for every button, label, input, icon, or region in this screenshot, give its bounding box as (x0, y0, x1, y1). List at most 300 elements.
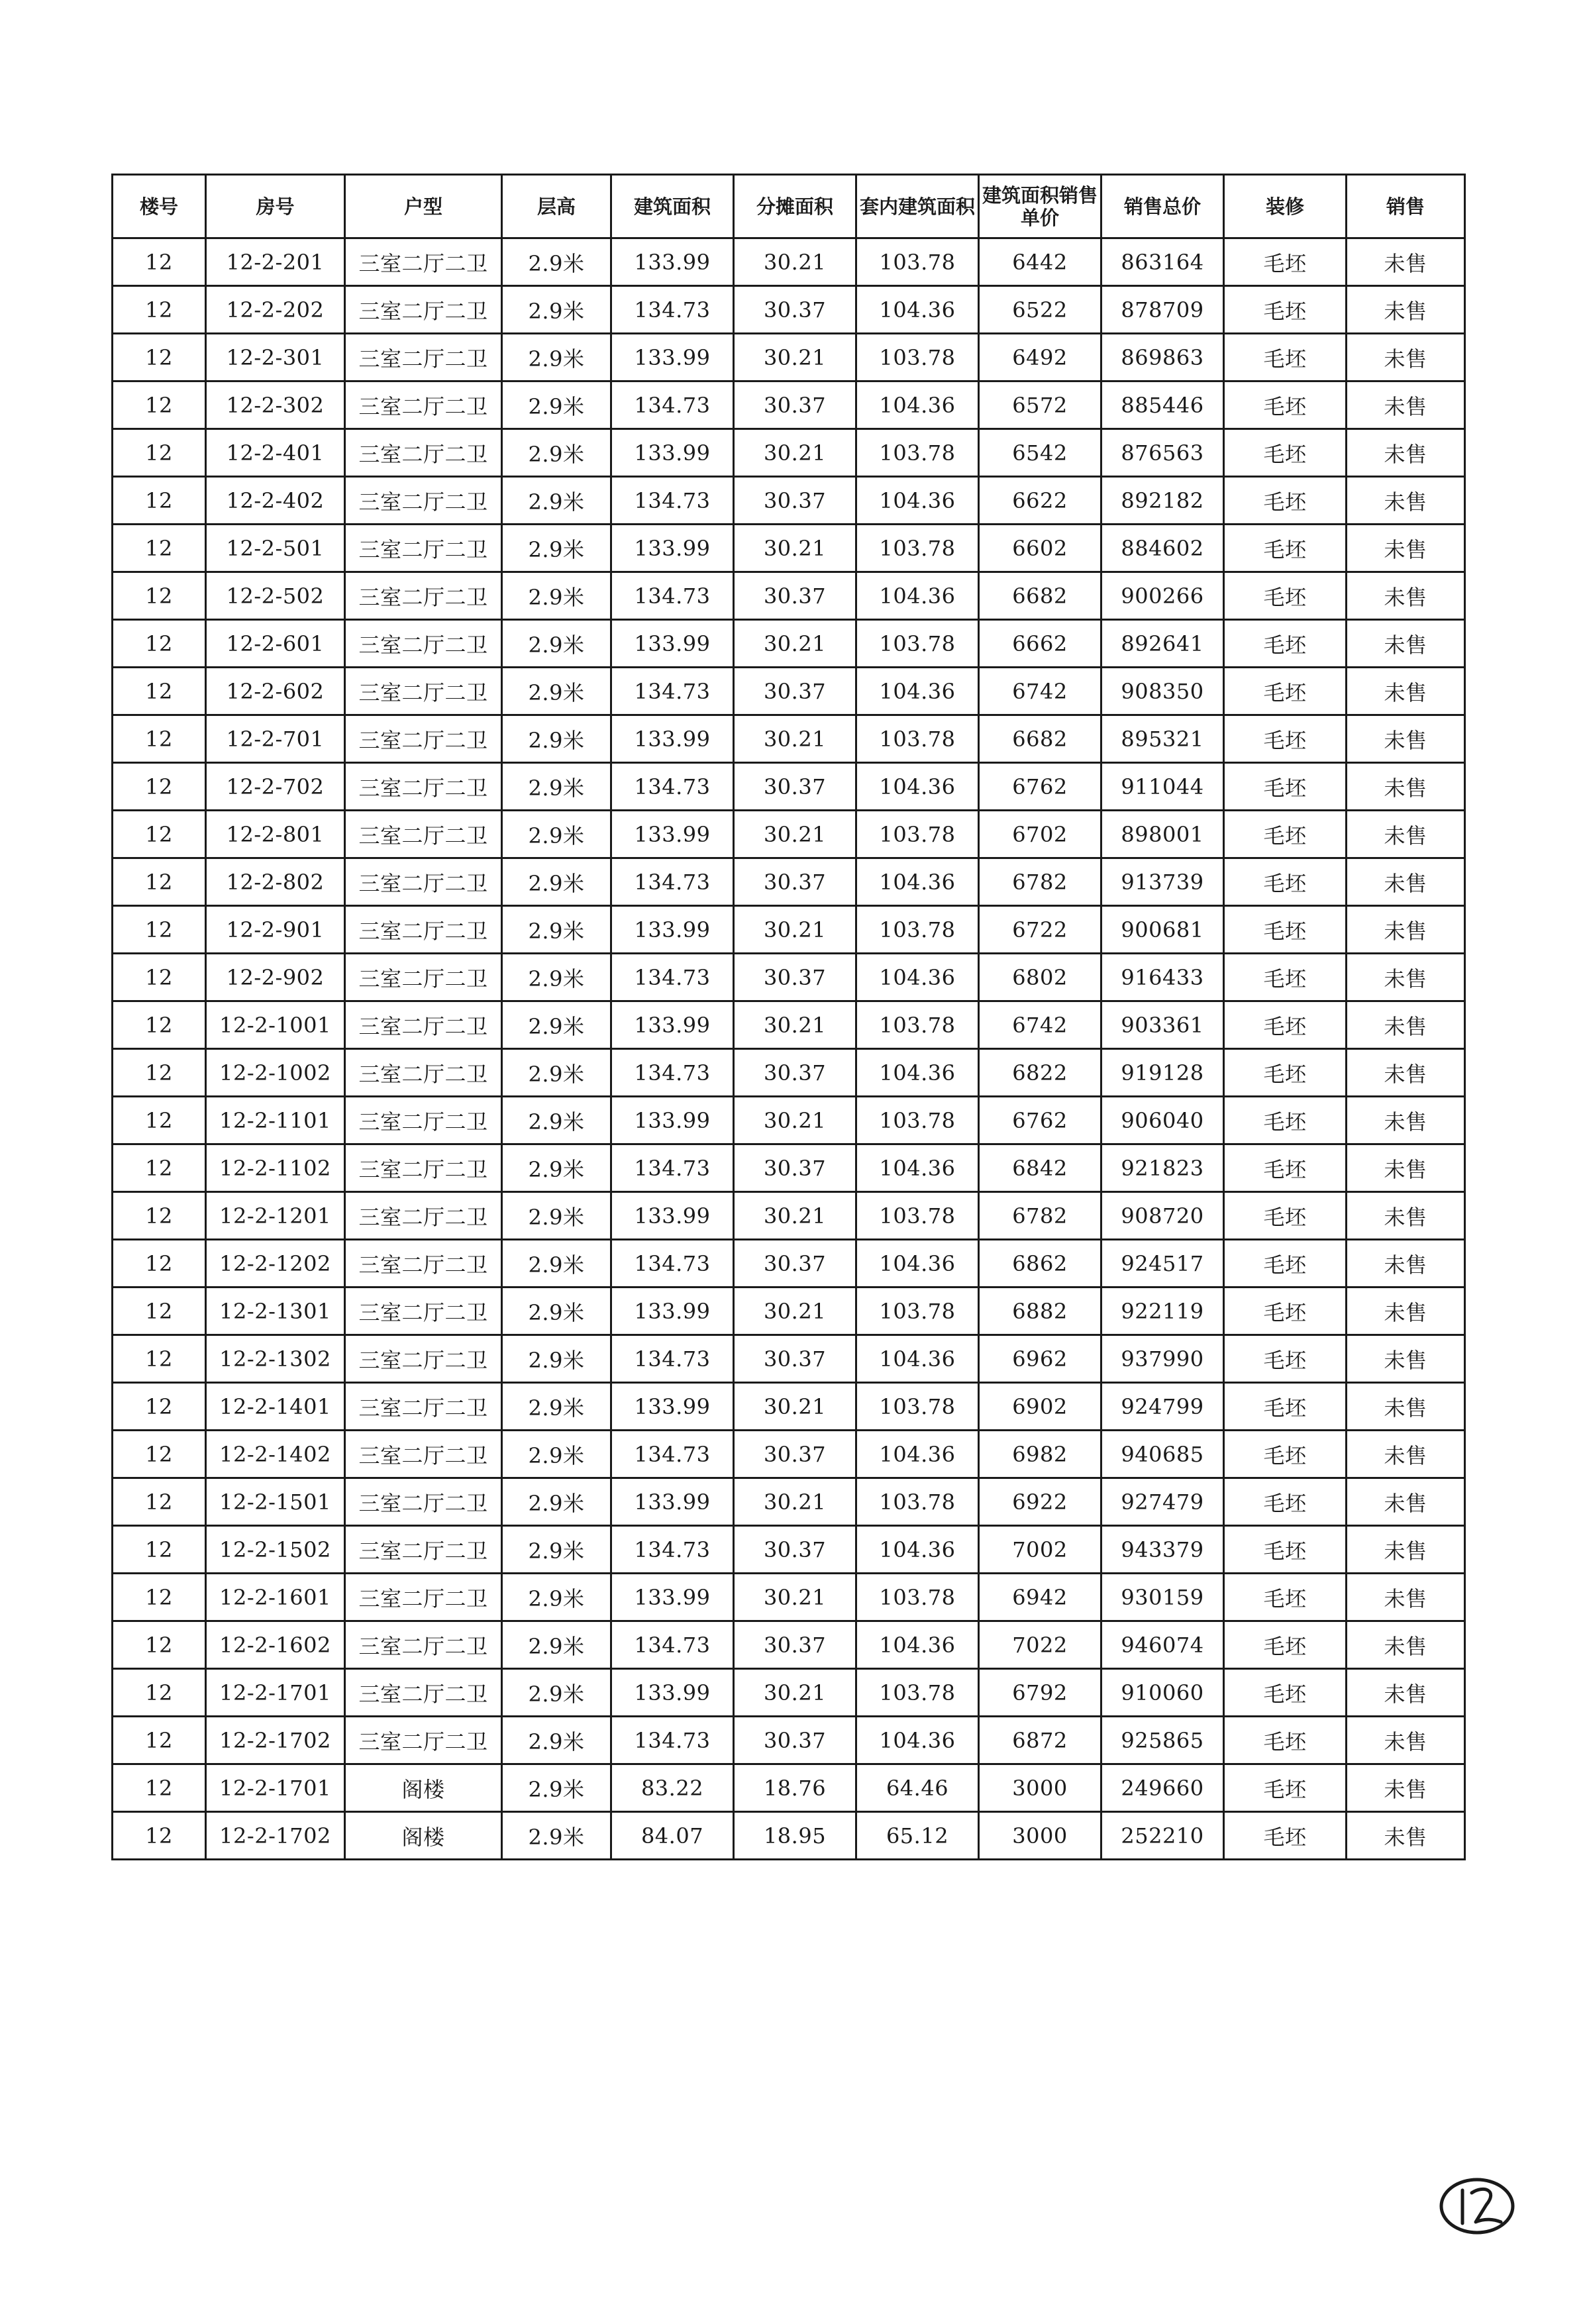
cell-decoration: 毛坯 (1224, 1764, 1347, 1812)
cell-total-price: 884602 (1101, 525, 1224, 572)
cell-gross-area: 134.73 (611, 572, 734, 620)
cell-room-no: 12-2-201 (206, 238, 345, 286)
cell-layout: 三室二厅二卫 (345, 1383, 502, 1431)
cell-sales-status: 未售 (1347, 1574, 1465, 1621)
table-header-row (113, 175, 1465, 238)
table-row (113, 1288, 1465, 1335)
cell-gross-area: 134.73 (611, 286, 734, 334)
cell-floor-height: 2.9米 (502, 1478, 611, 1526)
cell-decoration: 毛坯 (1224, 1144, 1347, 1192)
table-row (113, 1383, 1465, 1431)
cell-layout: 三室二厅二卫 (345, 811, 502, 858)
cell-floor-height: 2.9米 (502, 906, 611, 954)
cell-sales-status: 未售 (1347, 1717, 1465, 1764)
cell-shared-area: 30.21 (734, 429, 856, 477)
cell-gross-area: 134.73 (611, 858, 734, 906)
cell-inner-area: 104.36 (856, 763, 979, 811)
table-row (113, 811, 1465, 858)
cell-floor-height: 2.9米 (502, 1049, 611, 1097)
cell-building-no: 12 (113, 1049, 206, 1097)
cell-layout: 三室二厅二卫 (345, 1478, 502, 1526)
cell-layout: 三室二厅二卫 (345, 1431, 502, 1478)
cell-room-no: 12-2-1401 (206, 1383, 345, 1431)
cell-total-price: 898001 (1101, 811, 1224, 858)
cell-total-price: 927479 (1101, 1478, 1224, 1526)
header-unit-price: 建筑面积销售单价 (979, 175, 1101, 238)
cell-unit-price: 3000 (979, 1812, 1101, 1860)
cell-floor-height: 2.9米 (502, 429, 611, 477)
cell-sales-status: 未售 (1347, 1192, 1465, 1240)
cell-layout: 三室二厅二卫 (345, 668, 502, 715)
cell-sales-status: 未售 (1347, 1478, 1465, 1526)
cell-floor-height: 2.9米 (502, 1240, 611, 1288)
cell-unit-price: 6622 (979, 477, 1101, 525)
cell-floor-height: 2.9米 (502, 286, 611, 334)
table-row (113, 1669, 1465, 1717)
table-row (113, 668, 1465, 715)
cell-gross-area: 134.73 (611, 668, 734, 715)
cell-layout: 三室二厅二卫 (345, 1669, 502, 1717)
cell-sales-status: 未售 (1347, 763, 1465, 811)
cell-shared-area: 30.21 (734, 1478, 856, 1526)
table-row (113, 1192, 1465, 1240)
cell-total-price: 908720 (1101, 1192, 1224, 1240)
cell-layout: 三室二厅二卫 (345, 525, 502, 572)
cell-inner-area: 104.36 (856, 858, 979, 906)
cell-layout: 三室二厅二卫 (345, 1240, 502, 1288)
cell-total-price: 940685 (1101, 1431, 1224, 1478)
cell-room-no: 12-2-1601 (206, 1574, 345, 1621)
cell-floor-height: 2.9米 (502, 381, 611, 429)
cell-sales-status: 未售 (1347, 1335, 1465, 1383)
cell-total-price: 924517 (1101, 1240, 1224, 1288)
cell-decoration: 毛坯 (1224, 620, 1347, 668)
cell-unit-price: 6782 (979, 1192, 1101, 1240)
cell-building-no: 12 (113, 1478, 206, 1526)
cell-floor-height: 2.9米 (502, 954, 611, 1001)
cell-gross-area: 134.73 (611, 1144, 734, 1192)
cell-total-price: 913739 (1101, 858, 1224, 906)
cell-floor-height: 2.9米 (502, 1335, 611, 1383)
cell-floor-height: 2.9米 (502, 334, 611, 381)
cell-decoration: 毛坯 (1224, 1383, 1347, 1431)
cell-shared-area: 30.37 (734, 1717, 856, 1764)
cell-decoration: 毛坯 (1224, 811, 1347, 858)
cell-shared-area: 30.37 (734, 381, 856, 429)
cell-decoration: 毛坯 (1224, 1240, 1347, 1288)
cell-room-no: 12-2-1701 (206, 1669, 345, 1717)
cell-shared-area: 30.37 (734, 668, 856, 715)
cell-inner-area: 103.78 (856, 1288, 979, 1335)
cell-unit-price: 6542 (979, 429, 1101, 477)
cell-room-no: 12-2-401 (206, 429, 345, 477)
cell-layout: 三室二厅二卫 (345, 763, 502, 811)
cell-inner-area: 104.36 (856, 572, 979, 620)
cell-shared-area: 30.37 (734, 572, 856, 620)
cell-floor-height: 2.9米 (502, 238, 611, 286)
cell-building-no: 12 (113, 381, 206, 429)
cell-layout: 三室二厅二卫 (345, 906, 502, 954)
cell-building-no: 12 (113, 715, 206, 763)
cell-floor-height: 2.9米 (502, 1812, 611, 1860)
cell-layout: 三室二厅二卫 (345, 858, 502, 906)
cell-unit-price: 6862 (979, 1240, 1101, 1288)
cell-total-price: 252210 (1101, 1812, 1224, 1860)
cell-layout: 三室二厅二卫 (345, 954, 502, 1001)
cell-unit-price: 6602 (979, 525, 1101, 572)
cell-layout: 三室二厅二卫 (345, 477, 502, 525)
cell-layout: 三室二厅二卫 (345, 1574, 502, 1621)
cell-inner-area: 104.36 (856, 286, 979, 334)
cell-shared-area: 30.21 (734, 1669, 856, 1717)
cell-shared-area: 30.37 (734, 1431, 856, 1478)
cell-decoration: 毛坯 (1224, 763, 1347, 811)
cell-unit-price: 6762 (979, 763, 1101, 811)
cell-room-no: 12-2-1602 (206, 1621, 345, 1669)
table-row (113, 1001, 1465, 1049)
cell-sales-status: 未售 (1347, 1669, 1465, 1717)
cell-total-price: 878709 (1101, 286, 1224, 334)
table-row (113, 954, 1465, 1001)
cell-sales-status: 未售 (1347, 1144, 1465, 1192)
cell-shared-area: 30.37 (734, 1144, 856, 1192)
cell-building-no: 12 (113, 1144, 206, 1192)
cell-shared-area: 30.21 (734, 238, 856, 286)
cell-sales-status: 未售 (1347, 429, 1465, 477)
table-row (113, 1240, 1465, 1288)
cell-layout: 三室二厅二卫 (345, 334, 502, 381)
cell-inner-area: 104.36 (856, 1144, 979, 1192)
cell-floor-height: 2.9米 (502, 1621, 611, 1669)
cell-sales-status: 未售 (1347, 1764, 1465, 1812)
header-gross-area: 建筑面积 (611, 175, 734, 238)
cell-decoration: 毛坯 (1224, 1526, 1347, 1574)
cell-gross-area: 133.99 (611, 620, 734, 668)
table-row (113, 286, 1465, 334)
table-body (113, 238, 1465, 1860)
cell-building-no: 12 (113, 668, 206, 715)
cell-floor-height: 2.9米 (502, 620, 611, 668)
header-layout: 户型 (345, 175, 502, 238)
cell-inner-area: 103.78 (856, 334, 979, 381)
cell-floor-height: 2.9米 (502, 1431, 611, 1478)
table-row (113, 525, 1465, 572)
cell-shared-area: 30.37 (734, 858, 856, 906)
table-row (113, 620, 1465, 668)
cell-inner-area: 103.78 (856, 1383, 979, 1431)
cell-decoration: 毛坯 (1224, 1717, 1347, 1764)
cell-decoration: 毛坯 (1224, 238, 1347, 286)
cell-building-no: 12 (113, 906, 206, 954)
cell-decoration: 毛坯 (1224, 668, 1347, 715)
cell-sales-status: 未售 (1347, 954, 1465, 1001)
cell-decoration: 毛坯 (1224, 525, 1347, 572)
cell-room-no: 12-2-701 (206, 715, 345, 763)
cell-total-price: 876563 (1101, 429, 1224, 477)
cell-floor-height: 2.9米 (502, 525, 611, 572)
cell-building-no: 12 (113, 1192, 206, 1240)
cell-inner-area: 103.78 (856, 906, 979, 954)
cell-sales-status: 未售 (1347, 572, 1465, 620)
cell-total-price: 930159 (1101, 1574, 1224, 1621)
cell-layout: 三室二厅二卫 (345, 1144, 502, 1192)
cell-layout: 三室二厅二卫 (345, 1097, 502, 1144)
table-row (113, 381, 1465, 429)
cell-unit-price: 6962 (979, 1335, 1101, 1383)
cell-total-price: 895321 (1101, 715, 1224, 763)
cell-decoration: 毛坯 (1224, 1621, 1347, 1669)
cell-gross-area: 133.99 (611, 525, 734, 572)
cell-inner-area: 103.78 (856, 525, 979, 572)
cell-total-price: 863164 (1101, 238, 1224, 286)
cell-floor-height: 2.9米 (502, 1764, 611, 1812)
cell-unit-price: 6442 (979, 238, 1101, 286)
cell-inner-area: 103.78 (856, 811, 979, 858)
cell-gross-area: 134.73 (611, 1335, 734, 1383)
cell-inner-area: 64.46 (856, 1764, 979, 1812)
cell-shared-area: 30.21 (734, 1097, 856, 1144)
cell-shared-area: 30.37 (734, 954, 856, 1001)
cell-room-no: 12-2-302 (206, 381, 345, 429)
cell-shared-area: 30.37 (734, 1526, 856, 1574)
cell-sales-status: 未售 (1347, 668, 1465, 715)
cell-decoration: 毛坯 (1224, 477, 1347, 525)
cell-decoration: 毛坯 (1224, 572, 1347, 620)
cell-inner-area: 103.78 (856, 1669, 979, 1717)
cell-building-no: 12 (113, 238, 206, 286)
cell-layout: 三室二厅二卫 (345, 1717, 502, 1764)
cell-building-no: 12 (113, 1669, 206, 1717)
cell-room-no: 12-2-402 (206, 477, 345, 525)
cell-floor-height: 2.9米 (502, 1717, 611, 1764)
cell-layout: 三室二厅二卫 (345, 1526, 502, 1574)
cell-room-no: 12-2-601 (206, 620, 345, 668)
cell-unit-price: 6802 (979, 954, 1101, 1001)
cell-floor-height: 2.9米 (502, 715, 611, 763)
cell-total-price: 249660 (1101, 1764, 1224, 1812)
cell-unit-price: 6792 (979, 1669, 1101, 1717)
cell-room-no: 12-2-301 (206, 334, 345, 381)
price-list-table (111, 174, 1466, 1860)
cell-sales-status: 未售 (1347, 1240, 1465, 1288)
header-decoration: 装修 (1224, 175, 1347, 238)
table-row (113, 1144, 1465, 1192)
cell-building-no: 12 (113, 1288, 206, 1335)
cell-sales-status: 未售 (1347, 286, 1465, 334)
cell-sales-status: 未售 (1347, 620, 1465, 668)
cell-building-no: 12 (113, 620, 206, 668)
table-row (113, 1431, 1465, 1478)
cell-sales-status: 未售 (1347, 1621, 1465, 1669)
cell-shared-area: 18.76 (734, 1764, 856, 1812)
cell-building-no: 12 (113, 334, 206, 381)
cell-unit-price: 6822 (979, 1049, 1101, 1097)
cell-building-no: 12 (113, 1431, 206, 1478)
cell-gross-area: 134.73 (611, 1049, 734, 1097)
cell-room-no: 12-2-802 (206, 858, 345, 906)
cell-decoration: 毛坯 (1224, 286, 1347, 334)
cell-room-no: 12-2-1402 (206, 1431, 345, 1478)
cell-total-price: 900681 (1101, 906, 1224, 954)
cell-decoration: 毛坯 (1224, 1049, 1347, 1097)
cell-inner-area: 65.12 (856, 1812, 979, 1860)
cell-building-no: 12 (113, 525, 206, 572)
cell-sales-status: 未售 (1347, 1812, 1465, 1860)
cell-layout: 阁楼 (345, 1764, 502, 1812)
cell-gross-area: 83.22 (611, 1764, 734, 1812)
header-building-no: 楼号 (113, 175, 206, 238)
cell-gross-area: 133.99 (611, 811, 734, 858)
cell-total-price: 919128 (1101, 1049, 1224, 1097)
cell-sales-status: 未售 (1347, 906, 1465, 954)
cell-inner-area: 103.78 (856, 1478, 979, 1526)
cell-inner-area: 103.78 (856, 1192, 979, 1240)
cell-floor-height: 2.9米 (502, 811, 611, 858)
cell-gross-area: 133.99 (611, 1192, 734, 1240)
cell-decoration: 毛坯 (1224, 1812, 1347, 1860)
table-row (113, 334, 1465, 381)
cell-room-no: 12-2-501 (206, 525, 345, 572)
cell-gross-area: 133.99 (611, 238, 734, 286)
cell-room-no: 12-2-1302 (206, 1335, 345, 1383)
header-shared-area: 分摊面积 (734, 175, 856, 238)
cell-decoration: 毛坯 (1224, 906, 1347, 954)
cell-unit-price: 6872 (979, 1717, 1101, 1764)
cell-sales-status: 未售 (1347, 477, 1465, 525)
cell-building-no: 12 (113, 954, 206, 1001)
cell-total-price: 911044 (1101, 763, 1224, 811)
cell-gross-area: 133.99 (611, 715, 734, 763)
cell-room-no: 12-2-1201 (206, 1192, 345, 1240)
cell-building-no: 12 (113, 286, 206, 334)
cell-layout: 三室二厅二卫 (345, 715, 502, 763)
cell-unit-price: 6922 (979, 1478, 1101, 1526)
cell-decoration: 毛坯 (1224, 1574, 1347, 1621)
cell-building-no: 12 (113, 1335, 206, 1383)
cell-decoration: 毛坯 (1224, 1001, 1347, 1049)
cell-shared-area: 30.21 (734, 1383, 856, 1431)
cell-unit-price: 6842 (979, 1144, 1101, 1192)
cell-inner-area: 103.78 (856, 620, 979, 668)
cell-building-no: 12 (113, 429, 206, 477)
cell-unit-price: 6942 (979, 1574, 1101, 1621)
cell-room-no: 12-2-1702 (206, 1717, 345, 1764)
cell-floor-height: 2.9米 (502, 1383, 611, 1431)
cell-floor-height: 2.9米 (502, 1144, 611, 1192)
cell-building-no: 12 (113, 477, 206, 525)
cell-total-price: 910060 (1101, 1669, 1224, 1717)
cell-sales-status: 未售 (1347, 715, 1465, 763)
cell-unit-price: 6902 (979, 1383, 1101, 1431)
cell-layout: 三室二厅二卫 (345, 286, 502, 334)
cell-building-no: 12 (113, 1574, 206, 1621)
cell-floor-height: 2.9米 (502, 668, 611, 715)
cell-total-price: 924799 (1101, 1383, 1224, 1431)
cell-gross-area: 133.99 (611, 1478, 734, 1526)
cell-inner-area: 104.36 (856, 381, 979, 429)
cell-decoration: 毛坯 (1224, 954, 1347, 1001)
cell-layout: 三室二厅二卫 (345, 238, 502, 286)
cell-sales-status: 未售 (1347, 858, 1465, 906)
cell-sales-status: 未售 (1347, 1526, 1465, 1574)
cell-room-no: 12-2-1301 (206, 1288, 345, 1335)
cell-inner-area: 104.36 (856, 1717, 979, 1764)
table-row (113, 1049, 1465, 1097)
cell-shared-area: 30.21 (734, 525, 856, 572)
cell-gross-area: 134.73 (611, 1621, 734, 1669)
cell-room-no: 12-2-1101 (206, 1097, 345, 1144)
cell-sales-status: 未售 (1347, 1049, 1465, 1097)
cell-room-no: 12-2-502 (206, 572, 345, 620)
cell-building-no: 12 (113, 1764, 206, 1812)
cell-inner-area: 104.36 (856, 1049, 979, 1097)
table-row (113, 1335, 1465, 1383)
cell-room-no: 12-2-602 (206, 668, 345, 715)
cell-building-no: 12 (113, 1383, 206, 1431)
cell-inner-area: 104.36 (856, 1621, 979, 1669)
cell-floor-height: 2.9米 (502, 1574, 611, 1621)
cell-layout: 三室二厅二卫 (345, 620, 502, 668)
cell-sales-status: 未售 (1347, 525, 1465, 572)
cell-inner-area: 104.36 (856, 1335, 979, 1383)
cell-unit-price: 6722 (979, 906, 1101, 954)
table-row (113, 1717, 1465, 1764)
cell-building-no: 12 (113, 811, 206, 858)
cell-shared-area: 30.21 (734, 906, 856, 954)
header-total-price: 销售总价 (1101, 175, 1224, 238)
cell-gross-area: 133.99 (611, 1288, 734, 1335)
cell-total-price: 943379 (1101, 1526, 1224, 1574)
cell-shared-area: 30.37 (734, 286, 856, 334)
cell-gross-area: 134.73 (611, 1431, 734, 1478)
table-row (113, 1574, 1465, 1621)
table-row (113, 1526, 1465, 1574)
cell-building-no: 12 (113, 1526, 206, 1574)
cell-sales-status: 未售 (1347, 1001, 1465, 1049)
cell-inner-area: 103.78 (856, 429, 979, 477)
cell-sales-status: 未售 (1347, 381, 1465, 429)
cell-floor-height: 2.9米 (502, 858, 611, 906)
table-row (113, 1478, 1465, 1526)
cell-gross-area: 134.73 (611, 381, 734, 429)
cell-sales-status: 未售 (1347, 238, 1465, 286)
cell-gross-area: 134.73 (611, 1526, 734, 1574)
cell-inner-area: 103.78 (856, 1097, 979, 1144)
cell-floor-height: 2.9米 (502, 1097, 611, 1144)
cell-total-price: 906040 (1101, 1097, 1224, 1144)
cell-layout: 三室二厅二卫 (345, 1335, 502, 1383)
cell-gross-area: 134.73 (611, 1717, 734, 1764)
cell-shared-area: 30.21 (734, 334, 856, 381)
cell-layout: 三室二厅二卫 (345, 1192, 502, 1240)
header-inner-area: 套内建筑面积 (856, 175, 979, 238)
table-row (113, 429, 1465, 477)
cell-layout: 三室二厅二卫 (345, 381, 502, 429)
cell-decoration: 毛坯 (1224, 1669, 1347, 1717)
cell-total-price: 921823 (1101, 1144, 1224, 1192)
cell-decoration: 毛坯 (1224, 429, 1347, 477)
cell-room-no: 12-2-1002 (206, 1049, 345, 1097)
cell-building-no: 12 (113, 1621, 206, 1669)
cell-inner-area: 103.78 (856, 1001, 979, 1049)
cell-floor-height: 2.9米 (502, 1001, 611, 1049)
cell-decoration: 毛坯 (1224, 1431, 1347, 1478)
cell-room-no: 12-2-202 (206, 286, 345, 334)
cell-sales-status: 未售 (1347, 1383, 1465, 1431)
cell-gross-area: 134.73 (611, 477, 734, 525)
header-floor-height: 层高 (502, 175, 611, 238)
table-row (113, 1097, 1465, 1144)
